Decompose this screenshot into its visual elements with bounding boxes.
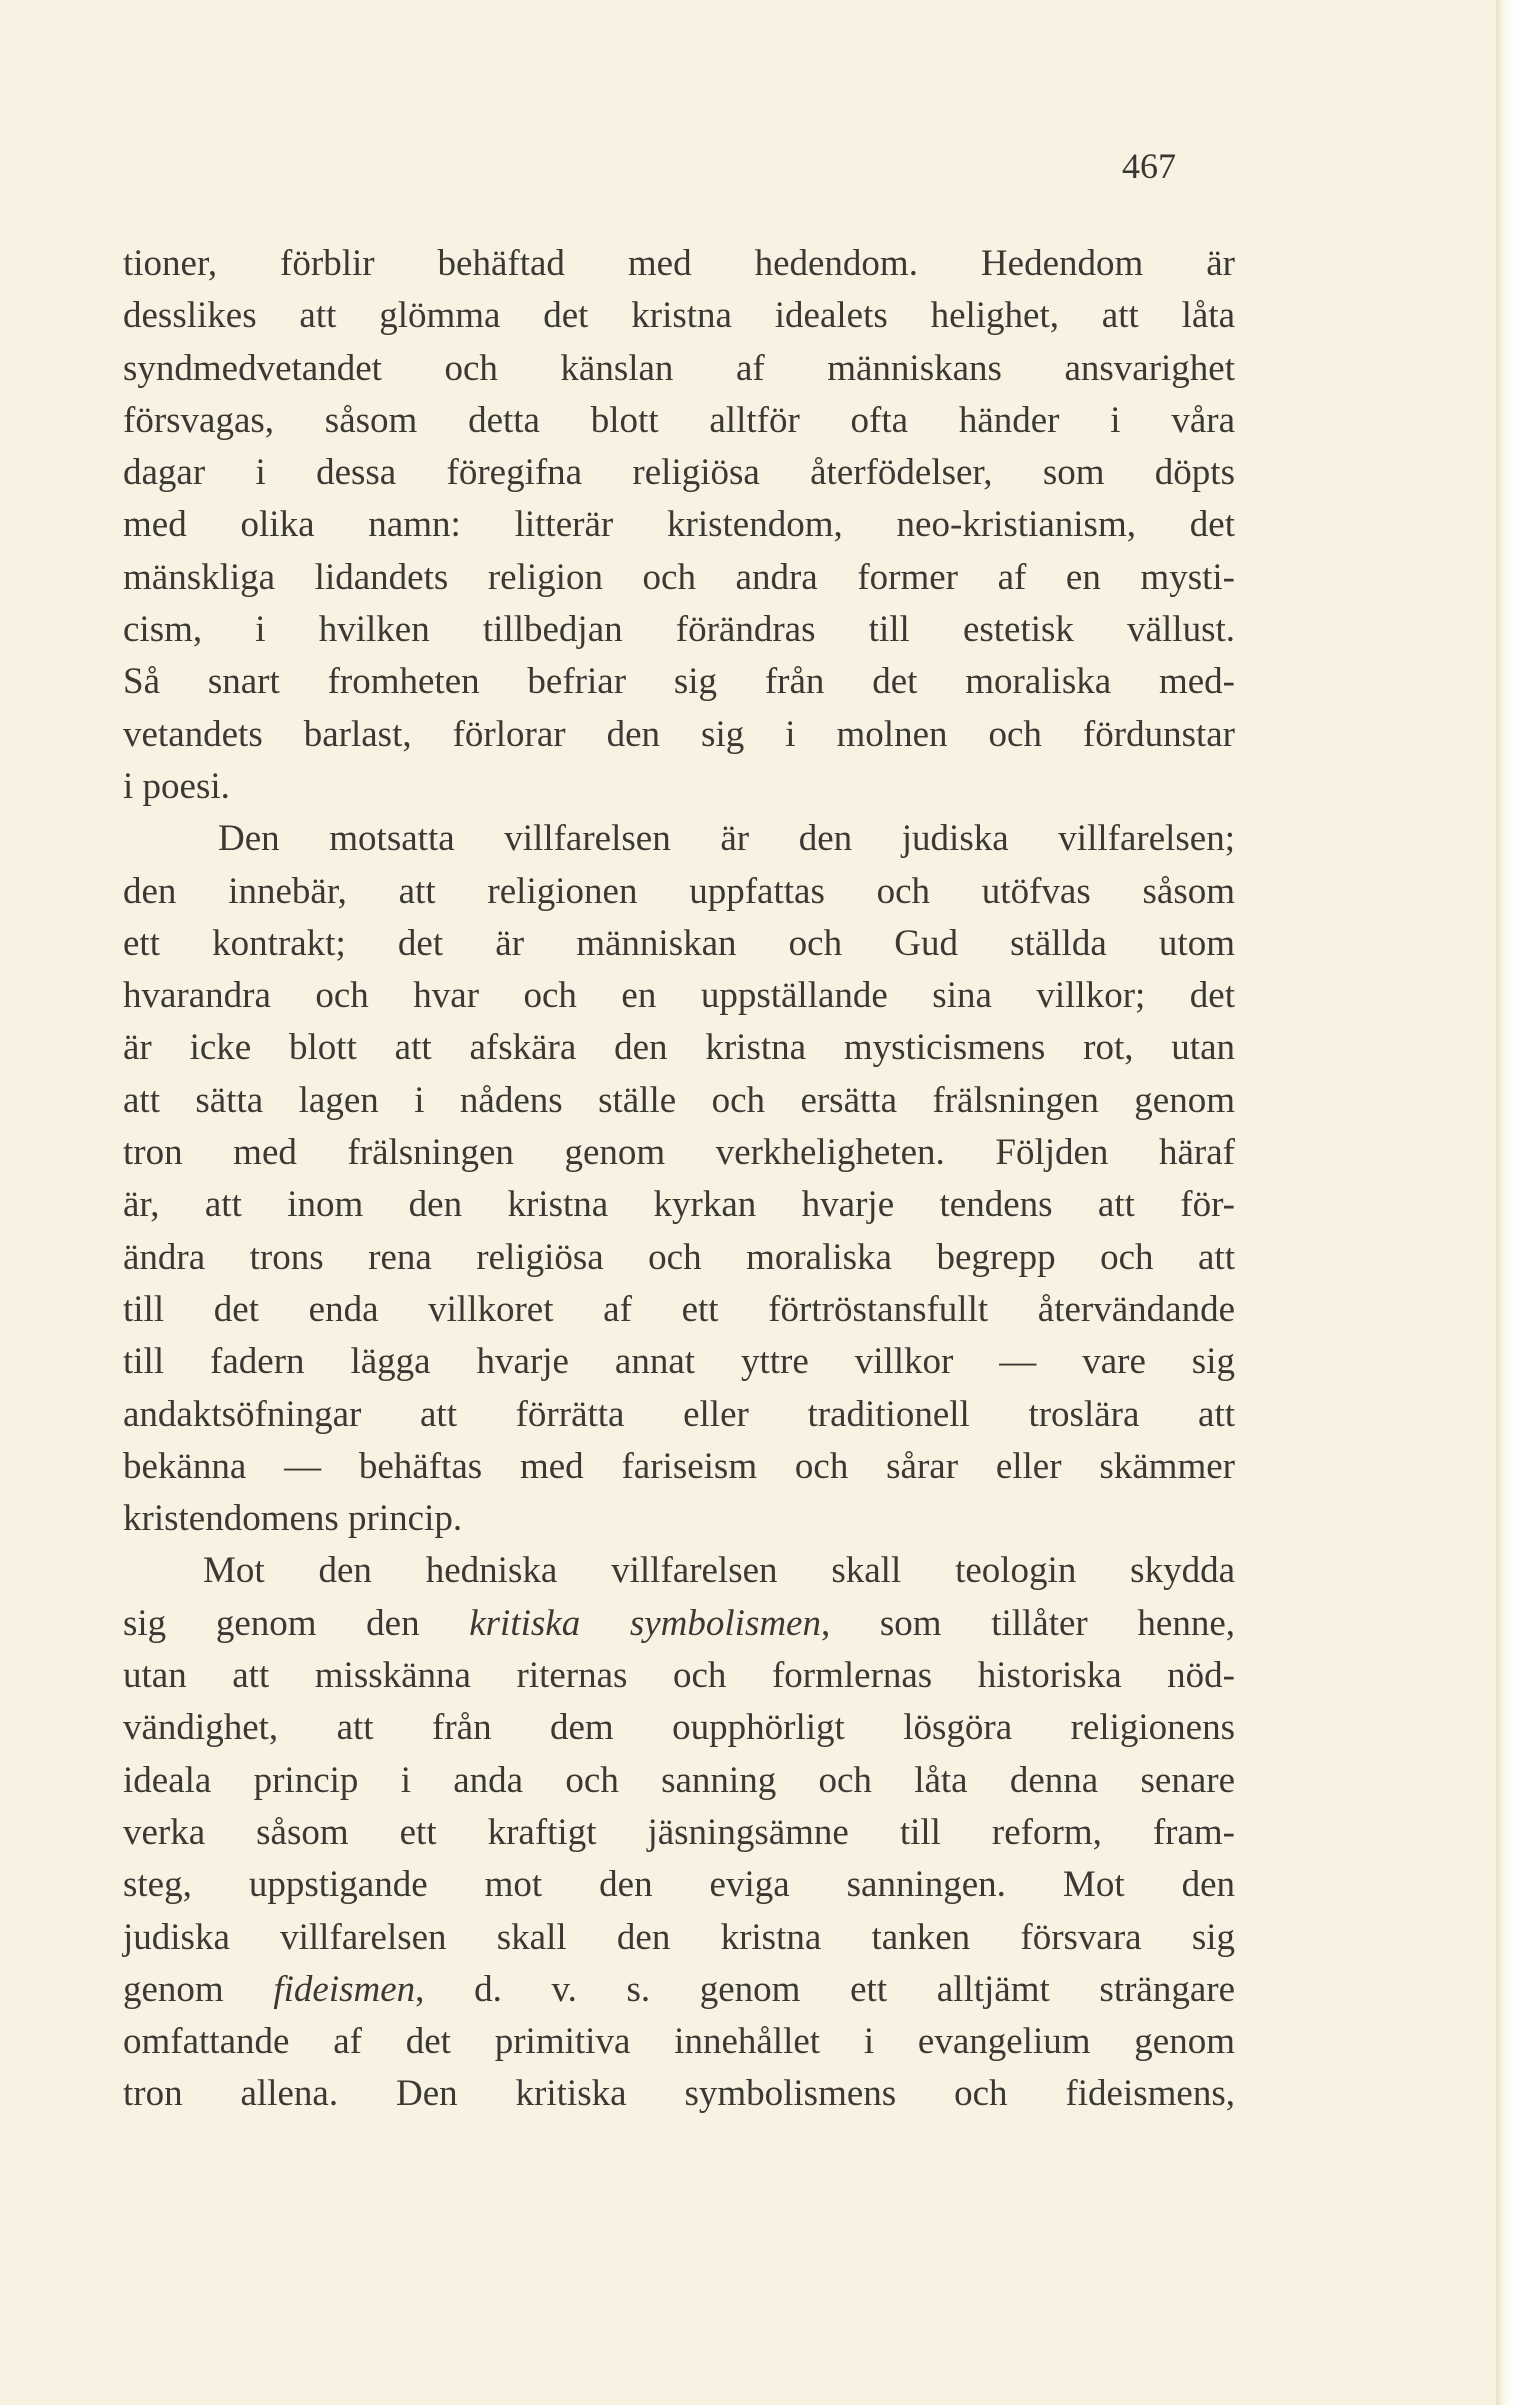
text-line: andaktsöfningar att förrätta eller traditionell troslära att — [123, 1393, 1235, 1435]
text-line: mänskliga lidandets religion och andra former af en mysti- — [123, 556, 1235, 598]
text-line: utan att misskänna riternas och formlernas historiska nöd- — [123, 1655, 1235, 1697]
text-line: är icke blott att afskära den kristna mysticismens rot, utan — [123, 1027, 1235, 1069]
text-line: försvagas, såsom detta blott alltför ofta händer i våra — [123, 399, 1235, 441]
text-line: till fadern lägga hvarje annat yttre villkor — vare sig — [123, 1341, 1235, 1383]
text-line: verka såsom ett kraftigt jäsningsämne till reform, fram- — [123, 1811, 1235, 1853]
text-line: med olika namn: litterär kristendom, neo-kristianism, det — [123, 504, 1235, 546]
text-line: kristendomens princip. — [123, 1498, 463, 1540]
text-line: Mot den hedniska villfarelsen skall teologin skydda — [203, 1550, 1235, 1592]
paragraph-lines — [123, 1650, 1235, 1964]
text-line: omfattande af det primitiva innehållet i evangelium genom — [123, 2021, 1235, 2063]
text-line: syndmedvetandet och känslan af människans ansvarighet — [123, 347, 1235, 389]
text-line: i poesi. — [123, 765, 230, 807]
paragraph-lines — [123, 2016, 1235, 2121]
text-line: vetandets barlast, förlorar den sig i molnen och fördunstar — [123, 713, 1235, 755]
text-line: tioner, förblir behäftad med hedendom. Hedendom är — [123, 243, 1235, 284]
text-line: bekänna — behäftas med fariseism och sårar eller skämmer — [123, 1445, 1235, 1487]
text-line: judiska villfarelsen skall den kristna tanken försvara sig — [123, 1916, 1235, 1958]
text-line: desslikes att glömma det kristna idealets helighet, att låta — [123, 295, 1235, 337]
text-line: hvarandra och hvar och en uppställande sina villkor; det — [123, 975, 1235, 1017]
text-line: tron allena. Den kritiska symbolismens och fideismens, — [123, 2073, 1235, 2115]
text-line: till det enda villkoret af ett förtröstansfullt återvändande — [123, 1288, 1235, 1330]
paragraph-lines — [123, 238, 1235, 1545]
text-line: cism, i hvilken tillbedjan förändras till estetisk vällust. — [123, 609, 1235, 651]
text-line: Så snart fromheten befriar sig från det moraliska med- — [123, 661, 1235, 703]
text-line: den innebär, att religionen uppfattas och utöfvas såsom — [123, 870, 1235, 912]
text-line: tron med frälsningen genom verkheligheten. Följden häraf — [123, 1132, 1235, 1174]
text-line: att sätta lagen i nådens ställe och ersätta frälsningen genom — [123, 1079, 1235, 1121]
text-line: är, att inom den kristna kyrkan hvarje tendens att för- — [123, 1184, 1235, 1226]
italic-term: kritiska symbolismen — [469, 1602, 821, 1644]
text-line: vändighet, att från dem oupphörligt lösgöra religionens — [123, 1707, 1235, 1749]
text-line: ideala princip i anda och sanning och låta denna senare — [123, 1759, 1235, 1801]
body-text — [123, 238, 1235, 2121]
text-segment: , som tillåter henne, — [820, 1602, 1235, 1644]
page-number: 467 — [1122, 146, 1176, 186]
text-line — [123, 1964, 1235, 2016]
text-segment: genom — [123, 1968, 274, 2010]
text-segment: , d. v. s. genom ett alltjämt strängare — [415, 1968, 1236, 2010]
page-edge — [1496, 0, 1514, 2405]
text-line: ändra trons rena religiösa och moraliska begrepp och att — [123, 1236, 1235, 1278]
text-line: Den motsatta villfarelsen är den judiska villfarelsen; — [218, 818, 1235, 860]
italic-term: fideismen — [273, 1968, 416, 2010]
text-segment: sig genom den — [123, 1602, 470, 1644]
text-line: steg, uppstigande mot den eviga sanningen. Mot den — [123, 1864, 1235, 1906]
text-line: dagar i dessa föregifna religiösa återfödelser, som döpts — [123, 452, 1235, 494]
text-line — [123, 1598, 1235, 1650]
text-line: ett kontrakt; det är människan och Gud ställda utom — [123, 922, 1235, 964]
